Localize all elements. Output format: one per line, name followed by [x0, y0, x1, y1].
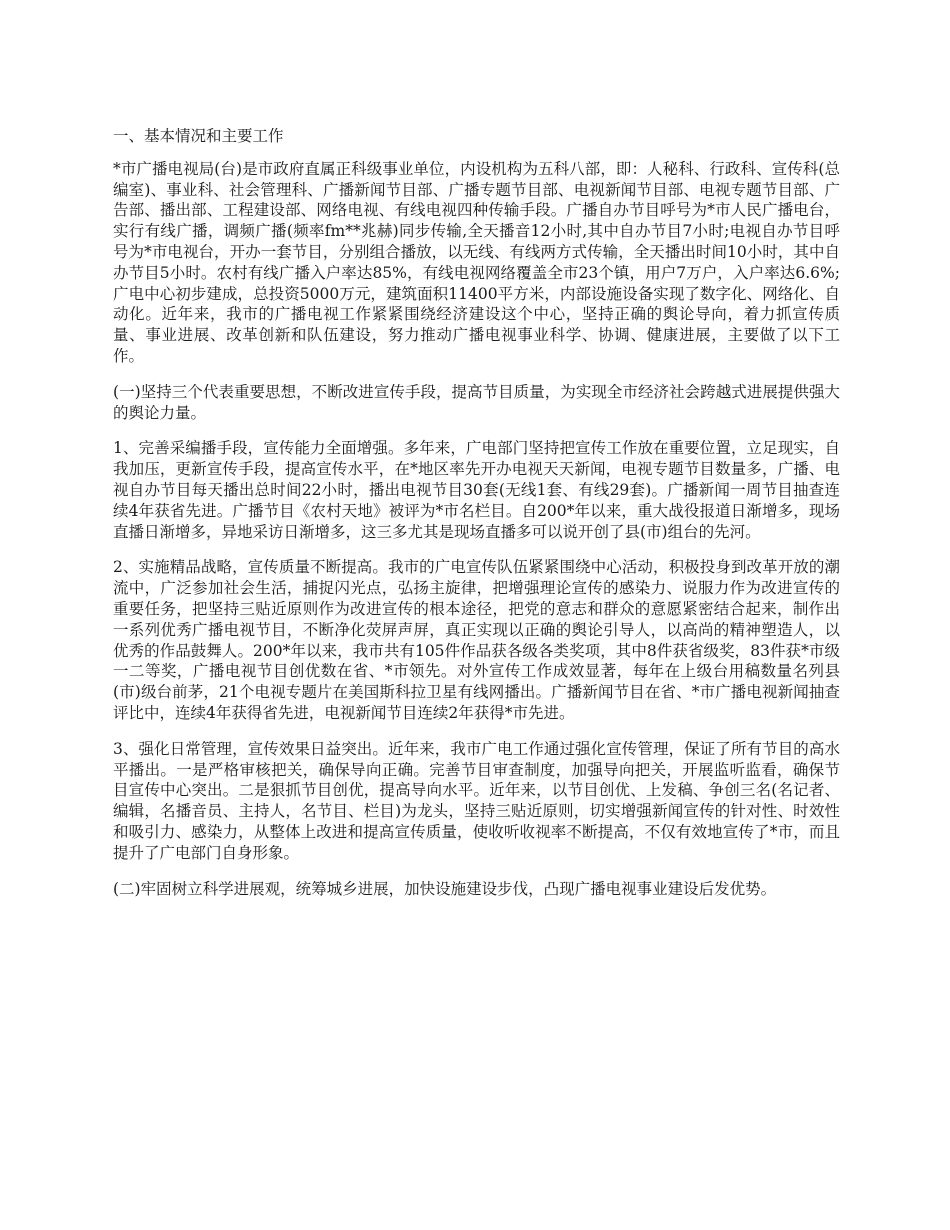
paragraph-overview: *市广播电视局(台)是市政府直属正科级事业单位，内设机构为五科八部，即：人秘科、行政科、宣传科(总编室)、事业科、社会管理科、广播新闻节目部、广播专题节目部、电视新闻节目部、电视专题节目部、广告部、播出部、工程建设部、网络电视、有线电视四种传输手段。广播自办节目呼号为*市人民广播电台，实行有线广播，调频广播(频率fm**兆赫)同步传输,全天播音12小时,其中自办节目7小时;电视自办节目呼号为*市电视台，开办一套节目，分别组合播放，以无线、有线两方式传输，全天播出时间10小时，其中自办节目5小时。农村有线广播入户率达85%，有线电视网络覆盖全市23个镇，用户7万户，入户率达6.6%;广电中心初步建成，总投资5000万元，建筑面积11400平方米，内部设施设备实现了数字化、网络化、自动化。近年来，我市的广播电视工作紧紧围绕经济建设这个中心，坚持正确的舆论导向，着力抓宣传质量、事业进展、改革创新和队伍建设，努力推动广播电视事业科学、协调、健康进展，主要做了以下工作。 [113, 159, 840, 365]
document-body [113, 126, 840, 914]
paragraph-subsection-2: (二)牢固树立科学进展观，统筹城乡进展，加快设施建设步伐，凸现广播电视事业建设后发优势。 [113, 879, 777, 898]
paragraph-item-2: 2、实施精品战略，宣传质量不断提高。我市的广电宣传队伍紧紧围绕中心活动，积极投身到改革开放的潮流中，广泛参加社会生活，捕捉闪光点，弘扬主旋律，把增强理论宣传的感染力、说服力作为改进宣传的重要任务，把坚持三贴近原则作为改进宣传的根本途径，把党的意志和群众的意愿紧密结合起来，制作出一系列优秀广播电视节目，不断净化荧屏声屏，真正实现以正确的舆论引导人，以高尚的精神塑造人，以优秀的作品鼓舞人。200*年以来，我市共有105件作品获各级各类奖项，其中8件获省级奖，83件获*市级一二等奖，广播电视节目创优数在省、*市领先。对外宣传工作成效显著，每年在上级台用稿数量名列县(市)级台前茅，21个电视专题片在美国斯科拉卫星有线网播出。广播新闻节目在省、*市广播电视新闻抽查评比中，连续4年获得省先进，电视新闻节目连续2年获得*市先进。 [113, 558, 840, 722]
section-heading: 一、基本情况和主要工作 [113, 127, 284, 145]
paragraph-subsection-1: (一)坚持三个代表重要思想，不断改进宣传手段，提高节目质量，为实现全市经济社会跨越式进展提供强大的舆论力量。 [113, 382, 840, 422]
paragraph-item-1: 1、完善采编播手段，宣传能力全面增强。多年来，广电部门坚持把宣传工作放在重要位置，立足现实，自我加压，更新宣传手段，提高宣传水平，在*地区率先开办电视天天新闻，电视专题节目数量多，广播、电视自办节目每天播出总时间22小时，播出电视节目30套(无线1套、有线29套)。广播新闻一周节目抽查连续4年获省先进。广播节目《农村天地》被评为*市名栏目。自200*年以来，重大战役报道日渐增多，现场直播日渐增多，异地采访日渐增多，这三多尤其是现场直播多可以说开创了县(市)组台的先河。 [113, 439, 840, 541]
paragraph-item-3: 3、强化日常管理，宣传效果日益突出。近年来，我市广电工作通过强化宣传管理，保证了所有节目的高水平播出。一是严格审核把关，确保导向正确。完善节目审查制度，加强导向把关，开展监听监看，确保节目宣传中心突出。二是狠抓节目创优，提高导向水平。近年来，以节目创优、上发稿、争创三名(名记者、编辑，名播音员、主持人，名节目、栏目)为龙头，坚持三贴近原则，切实增强新闻宣传的针对性、时效性和吸引力、感染力，从整体上改进和提高宣传质量，使收听收视率不断提高，不仅有效地宣传了*市，而且提升了广电部门自身形象。 [113, 739, 840, 862]
